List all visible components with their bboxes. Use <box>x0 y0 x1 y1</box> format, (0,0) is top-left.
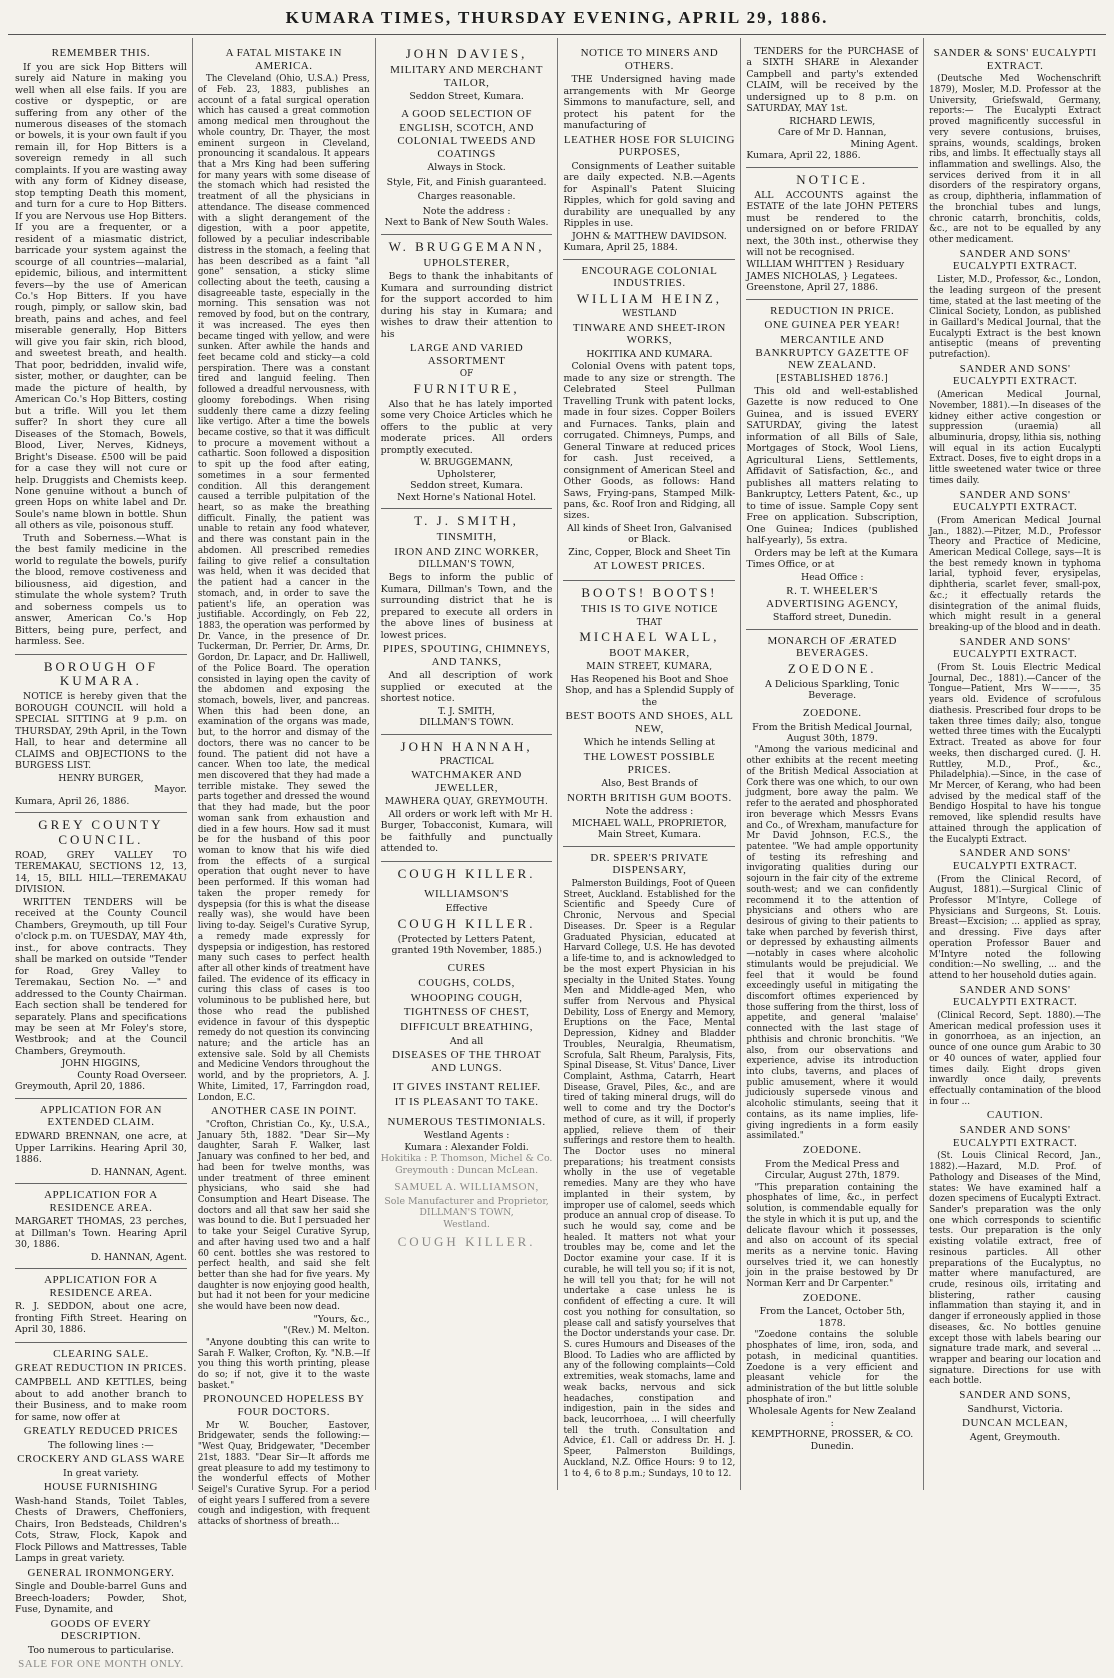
cough-agent-greymouth: Greymouth : Duncan McLean. <box>395 1164 539 1176</box>
davies-next: Next to Bank of New South Wales. <box>384 217 549 229</box>
gazette-ad <box>746 300 918 630</box>
wall-name: MICHAEL WALL, <box>579 629 720 645</box>
eucalypti-text-3: (American Medical Journal, November, 1881).—In diseases of the kidney either active congestion or suppression (uraemia) all albuminuria, dropsy, lithia sis, nothing will equal in its action Eucalypti Extract. Doses, five to eight drops in a little sweetened water twice or three times daily. <box>929 390 1101 486</box>
williamson-place: Westland. <box>443 1218 490 1230</box>
hannah-text: All orders or work left with Mr H. Burger, Tobacconist, Kumara, will be faithfully and punctually attended to. <box>380 808 553 855</box>
application-1-signature: D. HANNAN, Agent. <box>90 1166 187 1178</box>
monarch-title: MONARCH OF ÆRATED BEVERAGES. <box>767 634 897 660</box>
hop-title: REMEMBER THIS. <box>51 47 151 59</box>
hop-text: If you are sick Hop Bitters will surely aid Nature in making you well when all else fails. If you are costive or dyspeptic, or are suffering from any other of the numerous diseases of the stomach or bowels, it is your own fault if you remain ill, for Hop Bitters is a sovereign remedy in all such complaints. If you are wasting away with any form of Kidney disease, stop tempting Death this moment, and turn for a cure to Hop Bitters. If you are Nervous use Hop Bitters. If you are a frequenter, or a resident of a miasmatic district, barricade your system against the scourge of all countries—malarial, epidemic, bilious, and intermittent fevers—by the use of American Co.'s Hop Bitters. If you have rough, pimply, or sallow skin, bad breath, pains and aches, and feel miserable generally, Hop Bitters will give you fair skin, rich blood, and sweetest breath, and health. That poor, bedridden, invalid wife, sister, mother, or daughter, can be made the picture of health, by American Co.'s Hop Bitters, costing but a trifle. Will you let them suffer? In short they cure all Diseases of the Stomach, Bowels, Blood, Liver, Nerves, Kidneys, Bright's Disease. £500 will be paid for a case they will not cure or help. Druggists and Chemists keep. None genuine without a bunch of green Hops on white label and Dr. Soule's name blown in bottle. Shun all others as vile, poisonous stuff. <box>15 61 187 532</box>
heinz-name: WILLIAM HEINZ, <box>576 290 723 306</box>
grey-county-notice <box>15 813 187 1099</box>
zoedone-3-title: ZOEDONE. <box>802 1291 862 1304</box>
eucalypti-heading-5: SANDER AND SONS' EUCALYPTI EXTRACT. <box>952 635 1078 661</box>
boots-title: BOOTS! BOOTS! <box>581 584 718 600</box>
gazette-orders: Orders may be left at the Kumara Times Office, or at <box>746 547 919 571</box>
tenders-role: Mining Agent. <box>850 138 919 150</box>
sale-ironmongery: GENERAL IRONMONGERY. <box>27 1566 175 1579</box>
sale-list: Wash-hand Stands, Toilet Tables, Chests of Drawers, Cheffoniers, Chairs, Iron Bedsteads, Children's Cots, Straw, Flock, Kapok and Flock Pillows and Mattresses, Table Lamps in great variety. <box>15 1495 187 1565</box>
hannah-ad <box>381 735 553 862</box>
williamson-name: SAMUEL A. WILLIAMSON, <box>394 1181 539 1194</box>
cough-item-3: TIGHTNESS OF CHEST, <box>403 1006 530 1019</box>
williamson-role: Sole Manufacturer and Proprietor, <box>384 1195 549 1207</box>
heinz-trade: TINWARE AND SHEET-IRON WORKS, <box>572 321 726 347</box>
notice-title: NOTICE. <box>796 171 869 187</box>
eucalypti-heading-6: SANDER AND SONS' EUCALYPTI EXTRACT. <box>952 847 1078 872</box>
bruggemann-sig: W. BRUGGEMANN, <box>420 457 513 469</box>
application-3 <box>15 1269 187 1343</box>
gazette-established: [ESTABLISHED 1876.] <box>776 374 889 385</box>
smith-sig: T. J. SMITH, <box>438 705 496 717</box>
gazette-text: This old and well-established Gazette is now reduced to One Guinea, and is issued EVERY SATURDAY, giving the latest information of all Bills of Sale, Mortgages of Stock, Wool Liens, Agricultural Liens, Settlements, Affidavit of Satisfaction, &c., and publishes all matters relating to Bankruptcy, Letters Patent, &c., up to time of issue. Sample Copy sent Free on application. Subscription, One Guinea; Indices (published half-yearly), 5s extra. <box>746 386 919 547</box>
heinz-list: Colonial Ovens with patent tops, made to any size or strength. The Celebrated Steel Pullman Travelling Trunk with patent locks, made in four sizes. Copper Boilers and Furnaces. Tanks, plain and corrugated. Chimneys, Pumps, and General Tinware at reduced prices for cash. Just received, a consignment of American Steel and Other Goods, as follows: Hand Saws, Frying-pans, Stamped Milk-pans, &c. Roof Iron and Ridging, all sizes. <box>563 361 736 522</box>
zoedone-2-title: ZOEDONE. <box>802 1144 862 1157</box>
speer-ad <box>563 847 735 1486</box>
davies-selection: A GOOD SELECTION OF <box>401 107 532 120</box>
bruggemann-role: Upholsterer, <box>436 468 497 480</box>
smith-town-2: DILLMAN'S TOWN. <box>419 717 514 729</box>
sale-crockery: CROCKERY AND GLASS WARE <box>17 1453 185 1466</box>
bruggemann-name: W. BRUGGEMANN, <box>388 238 545 254</box>
another-case-sig-1: "Yours, &c., <box>313 1313 370 1325</box>
bruggemann-next: Next Horne's National Hotel. <box>397 491 537 503</box>
notice-signature-1: WILLIAM WHITTEN } Residuary <box>746 259 905 271</box>
eucalypti-text-7: (Clinical Record, Sept. 1880).—The American medical profession uses it in gonorrhoea, as an injection, an ounce of one ounce gum Arabic to 30 or 40 ounces of water, applied four times daily. Eight drops given inwardly once daily, prevents effectually contamination of the blood in four ... <box>929 1011 1101 1107</box>
borough-text: NOTICE is hereby given that the BOROUGH COUNCIL will hold a SPECIAL SITTING at 9 p.m. on THURSDAY, 29th April, in the Town Hall, to hear and determine all CLAIMS and OBJECTIONS to the BURGESS LIST. <box>15 691 187 772</box>
miners-date: Kumara, April 25, 1884. <box>563 242 678 254</box>
application-3-title: APPLICATION FOR A RESIDENCE AREA. <box>44 1274 158 1299</box>
grey-signature: JOHN HIGGINS, <box>61 1058 141 1070</box>
cough-williamson: WILLIAMSON'S <box>424 888 510 901</box>
tenders-signature: RICHARD LEWIS, <box>789 115 876 127</box>
smith-trade: TINSMITH, <box>436 531 497 544</box>
smith-town: DILLMAN'S TOWN, <box>418 560 515 571</box>
cough-title: COUGH KILLER. <box>397 865 536 881</box>
wall-gum: NORTH BRITISH GUM BOOTS. <box>567 791 732 804</box>
sale-goods: GOODS OF EVERY DESCRIPTION. <box>50 1617 152 1643</box>
cough-item-1: COUGHS, COLDS, <box>418 977 515 990</box>
speer-title: DR. SPEER'S PRIVATE DISPENSARY, <box>590 851 709 877</box>
another-case-title: ANOTHER CASE IN POINT. <box>210 1105 357 1118</box>
grey-subtitle: ROAD, GREY VALLEY TO TEREMAKAU, SECTIONS 12, 13, 14, 15, BILL HILL—TEREMAKAU DIVISION. <box>15 849 187 896</box>
hannah-name: JOHN HANNAH, <box>400 738 533 754</box>
application-1-text: EDWARD BRENNAN, one acre, at Upper Larrikins. Hearing April 30, 1886. <box>15 1131 187 1166</box>
cough-item-2: WHOOPING COUGH, <box>410 991 523 1004</box>
another-case-sig-2: "(Rev.) M. Melton. <box>283 1325 370 1337</box>
cough-bottom: COUGH KILLER. <box>397 1234 536 1250</box>
borough-notice <box>15 655 187 814</box>
cough-cures: CURES <box>447 962 486 975</box>
reduction-title: REDUCTION IN PRICE. <box>770 304 895 317</box>
smith-ad <box>381 509 553 735</box>
wall-note: Note the address : <box>605 806 694 818</box>
eucalypti-agent-name: DUNCAN MCLEAN, <box>962 1417 1069 1430</box>
zoedone-sub: A Delicious Sparkling, Tonic Beverage. <box>765 678 900 702</box>
hopeless-text: Mr W. Boucher, Eastover, Bridgewater, sends the following:— "West Quay, Bridgewater, "December 21st, 1883. "Dear Sir—It affords me great pleasure to add my testimony to the wonderful effects of Mother Seigel's Curative Syrup. For a period of eight years I suffered from a severe cough and indigestion, with frequent attacks of shortness of breath... <box>197 1420 370 1528</box>
miners-text: THE Undersigned having made arrangements with Mr George Simmons to manufacture, sell, and protect his patent for the manufacturing of <box>563 74 736 132</box>
sale-big: GREATLY REDUCED PRICES <box>23 1424 179 1437</box>
davies-stock: Always in Stock. <box>427 162 506 174</box>
borough-signature: HENRY BURGER, <box>58 772 144 784</box>
encourage-title: ENCOURAGE COLONIAL INDUSTRIES. <box>581 264 718 290</box>
wall-sell: Which he intends Selling at <box>583 737 715 749</box>
sale-guns: Single and Double-barrel Guns and Breech-loaders; Powder, Shot, Fuse, Dynamite, and <box>15 1581 187 1616</box>
eucalypti-heading-2: SANDER AND SONS' EUCALYPTI EXTRACT. <box>952 247 1078 273</box>
sale-subtitle: GREAT REDUCTION IN PRICES. <box>15 1362 187 1375</box>
hopeless-title: PRONOUNCED HOPELESS BY FOUR DOCTORS. <box>203 1393 365 1419</box>
davies-style: Style, Fit, and Finish guaranteed. <box>386 176 547 188</box>
boots-ad <box>563 581 735 847</box>
application-2-text: MARGARET THOMAS, 23 perches, at Dillman's Town. Hearing April 30, 1886. <box>15 1216 187 1251</box>
zoedone-1-text: "Among the various medicinal and other exhibits at the recent meeting of the British Medical Association at Cork there was one which, to our own judgment, bore away the palm. We refer to the aerated and phosphorated iron beverage which Messrs Evans and Co., of Wrexham, manufacture for Mr David Johnson, F.C.S., the patentee. "We had ample opportunity of testing its refreshing and invigorating qualities during our sojourn in the fair city of the extreme south-west; and we can confidently recommend it to the attention of physicians and others who are desirous of giving to their patients to take when parched by feverish thirst, or depressed by exhausting ailments—notably in cases where alcoholic stimulants would be prejudicial. We feel that it would be found exceedingly useful in mitigating the discomfort oftimes experienced by those suffering from the thirst, loss of appetite, and general 'malaise' connected with the last stage of phthisis and chronic bronchitis. "We also, from our observations and experience, advise its introduction into clubs, taverns, and places of public amusement, where it would judiciously supersede vinous and alcoholic stimulants, seeing that it contains, as its name implies, life-giving ingredients in a form easily assimilated." <box>746 745 919 1142</box>
tenders-care: Care of Mr D. Hannan, <box>777 127 887 139</box>
smith-name: T. J. SMITH, <box>414 513 519 529</box>
eucalypti-text-4: (From American Medical Journal Jan., 1882).—Pitzer, M.D., Professor Theory and Practice of Medicine, American Medical College, says—It is the best remedy known in typhoma larial, typhoid fever, erysipelas, diphtheria, scarlet fever, small-pox, &c.; it effectually retards the disintegration of the animal fluids, which might result in a general breaking-up of the blood and in death. <box>929 515 1101 634</box>
wall-best: BEST BOOTS AND SHOES, ALL NEW, <box>565 710 734 735</box>
application-1 <box>15 1099 187 1184</box>
zoedone-3-text: "Zoedone contains the soluble phosphates of lime, iron, soda, and potash, in medicinal quantities. Zoedone is a very efficient and pleasant vehicle for the administration of the but little soluble phosphate of iron." <box>746 1330 919 1405</box>
application-2-title: APPLICATION FOR A RESIDENCE AREA. <box>44 1188 158 1214</box>
williamson-town: DILLMAN'S TOWN, <box>419 1207 514 1219</box>
davies-note: Note the address : <box>422 205 511 217</box>
miners-notice <box>563 42 735 260</box>
heinz-location: WESTLAND <box>622 308 677 319</box>
another-case-text-2: "Anyone doubting this can write to Sarah F. Walker, Crofton, Ky. "N.B.—If you thing this worth printing, please do so; if not, give it to the waste basket." <box>197 1337 370 1391</box>
cough-item-4: DIFFICULT BREATHING, <box>400 1021 533 1034</box>
eucalypti-text-5: (From St. Louis Electric Medical Journal, Dec., 1881).—Cancer of the Tongue—Patient, Mrs W———, 35 years old. Evidence of scrofulous diathesis. Prescribed four drops to be taken three times daily; also, tongue wetted three times with the Eucalypti Extract. Treated as above for four weeks, then discharged cured. (J. H. Ruttley, M.D., Prof., &c., Philadelphia).—Since, in the case of Mr Mercer, of Kerang, who had been advised by the medical staff of the Bendigo Hospital to have his tongue removed, like splendid results have attained through the application of the Eucalypti Extract. <box>929 663 1101 845</box>
davies-charges: Charges reasonable. <box>417 191 516 203</box>
eucalypti-heading-7: SANDER AND SONS' EUCALYPTI EXTRACT. <box>952 983 1078 1009</box>
application-2-signature: D. HANNAN, Agent. <box>90 1251 187 1263</box>
bruggemann-trade: UPHOLSTERER, <box>423 256 510 269</box>
eucalypti-sig-place: Sandhurst, Victoria. <box>967 1403 1063 1415</box>
bruggemann-ad <box>381 235 553 510</box>
speer-text: Palmerston Buildings, Foot of Queen Street, Auckland. Established for the Scientific and Speedy Cure of Chronic, Nervous and Special Diseases. Dr. Speer is a Regular Graduated Physician, educated at Harvard College, U.S. He has devoted a life-time to, and is acknowledged to be the most expert Physician in his specialty in the United States. Young Men and Middle-aged Men, who suffer from Nervous and Physical Debility, Loss of Energy and Memory, Eruptions on the Face, Mental Depression, Kidney and Bladder Troubles, Neuralgia, Rheumatism, Scrofula, Salt Rheum, Paralysis, Fits, Spinal Disease, St. Vitus' Dance, Liver Complaint, Asthma, Catarrh, Heart Disease, Gravel, Piles, &c., and are tired of taking mineral drugs, will do well to come and try the Doctor's method of cure, as it will, if properly applied, relieve them of their sufferings and restore them to health. The Doctor uses no mineral preparations; his treatment consists wholly in the use of vegetable remedies. Many are they who have implanted in their system, by improper use of calomel, seeds which produce an annual crop of disease. To such he would say, come and be healed. It matters not what your troubles may be, come and let the Doctor examine your case. If it is curable, he will tell you so; if it is not, he will tell you that; for he will not undertake a case unless he is confident of effecting a cure. It will cost you nothing for consultation, so please call and satisfy yourselves that the Doctor understands your case. Dr. S. cures Humours and Diseases of the Blood. To Ladies who are afflicted by any of the following complaints—Cold extremities, weak stomachs, lame and weak backs, nervous and sick headaches, constipation and indigestion, pain in the sides and back, leucorrhoea, ... I will cheerfully tell the truth. Consultation and Advice, £1. Call or address Dr. H. J. Speer, Palmerston Buildings, Auckland, N.Z. Office Hours: 9 to 12, 1 to 4, 6 to 8 p.m.; Sundays, 10 to 12. <box>563 879 736 1479</box>
borough-title: BOROUGH OF KUMARA. <box>43 658 158 689</box>
wall-address: MAIN STREET, KUMARA, <box>586 661 713 672</box>
eucalypti-agent-place: Agent, Greymouth. <box>969 1431 1061 1443</box>
eucalypti-caution: CAUTION. <box>986 1109 1044 1122</box>
grey-date: Greymouth, April 20, 1886. <box>15 1081 146 1093</box>
davies-address: Seddon Street, Kumara. <box>409 91 524 103</box>
hop-text-2: Truth and Soberness.—What is the best family medicine in the world to regulate the bowels, purify the blood, remove costiveness and biliousness, aid digestion, and stimulate the whole system? Truth and soberness compels us to answer, American Co.'s Hop Bitters, being pure, perfect, and harmless. See. <box>15 532 187 648</box>
column-6 <box>924 38 1106 1490</box>
zoedone-agents: Wholesale Agents for New Zealand : <box>748 1406 916 1429</box>
fatal-title: A FATAL MISTAKE IN AMERICA. <box>225 47 342 72</box>
eucalypti-heading-8: SANDER AND SONS' EUCALYPTI EXTRACT. <box>952 1124 1078 1149</box>
grey-title: GREY COUNTY COUNCIL. <box>38 817 164 848</box>
eucalypti-text-8: (St. Louis Clinical Record, Jan., 1882).—Hazard, M.D. Prof. of Pathology and Diseases of the Mind, states: We have examined half a dozen specimens of Eucalypti Extract. Sander's preparation was the only one which corresponds to scientific tests. Our preparation is the only existing volatile extract, free of resinous particles. All other preparations of the Eucalyptus, no matter where manufactured, are crude, resinous oils, irritating and blistering, rather causing inflammation than staying it, and in danger if erroneously applied in those diseases, &c. No bottles genuine except those with labels bearing our signature trade mark, and several ... wrapper and bearing our location and signature. Directions for use with each bottle. <box>929 1151 1101 1387</box>
cough-effective: Effective <box>445 903 488 915</box>
bruggemann-furniture: FURNITURE, <box>413 380 520 396</box>
eucalypti-heading-4: SANDER AND SONS' EUCALYPTI EXTRACT. <box>952 488 1078 514</box>
bruggemann-text: Begs to thank the inhabitants of Kumara and surrounding district for the support accorded to him during his stay in Kumara; and wishes to draw their attention to his <box>380 271 553 340</box>
cough-killer-ad <box>381 862 553 1258</box>
column-4 <box>558 38 741 1490</box>
cough-pleasant: IT IS PLEASANT TO TAKE. <box>394 1096 539 1109</box>
eucalypti-text-1: (Deutsche Med Wochenschrift 1879), Mosler, M.D. Professor at the University, Griefswald, Germany, reports:— The Eucalypti Extract proved magnificently successful in very severe contusions, bruises, sprains, wounds, scaldings, broken ribs, and limbs. It effectually stays all inflammation and swellings. Also, the services derived from it in all disorders of the respiratory organs, as croup, diphtheria, inflammation of the bronchial tubes and lungs, chronic catarrh, bronchitis, colds, &c., are not to be equalled by any other medicament. <box>929 74 1101 246</box>
zoedone-agent-city: Dunedin. <box>810 1440 854 1452</box>
miners-title: NOTICE TO MINERS AND OTHERS. <box>580 47 719 72</box>
smith-trade-2: IRON AND ZINC WORKER, <box>394 545 539 558</box>
column-2 <box>193 38 376 1528</box>
grey-text: WRITTEN TENDERS will be received at the County Council Chambers, Greymouth, up till Four o'clock p.m. on TUESDAY, MAY 4th, inst., for above contracts. They shall be marked on outside "Tender for Road, Grey Valley to Teremakau, Section No. —" and addressed to the County Chairman. Each section shall be tendered for separately. Plans and specifications may be seen at Mr Foley's store, Westbrook; and at the Council Chambers, Greymouth. <box>15 896 187 1057</box>
guinea: ONE GUINEA PER YEAR! <box>764 319 901 332</box>
sale-following: The following lines :— <box>48 1439 154 1451</box>
bruggemann-of: OF <box>459 369 474 380</box>
wall-brands: Also, Best Brands of <box>601 778 698 790</box>
zoedone-agent-name: KEMPTHORNE, PROSSER, & CO. <box>751 1429 914 1441</box>
eucalypti-text-2: Lister, M.D., Professor, &c., London, the leading surgeon of the present time, stated at the last meeting of the Clinical Society, London, as published in Gaillard's Medical Journal, that the Eucalypti Extract is the best known antiseptic (means of preventing putrefaction). <box>929 275 1101 361</box>
eucalypti-title: SANDER & SONS' EUCALYPTI EXTRACT. <box>933 47 1097 72</box>
zoedone-1-source: From the British Medical Journal, August 30th, 1879. <box>752 721 913 744</box>
heinz-zinc: Zinc, Copper, Block and Sheet Tin <box>568 546 731 558</box>
heinz-low: AT LOWEST PRICES. <box>593 560 706 573</box>
davies-trade: MILITARY AND MERCHANT TAILOR, <box>390 63 543 89</box>
zoedone-3-source: From the Lancet, October 5th, 1878. <box>759 1306 905 1329</box>
borough-date: Kumara, April 26, 1886. <box>15 795 130 807</box>
sale-house: HOUSE FURNISHING <box>43 1481 158 1494</box>
bruggemann-address: Seddon street, Kumara. <box>410 480 524 492</box>
heinz-ad <box>563 260 735 581</box>
hop-bitters-ad <box>15 42 187 655</box>
zoedone-ad <box>746 630 918 1458</box>
wall-text: Has Reopened his Boot and Shoe Shop, and has a Splendid Supply of the <box>565 673 734 708</box>
wall-that: THAT <box>636 617 663 628</box>
eucalypti-sig-name: SANDER AND SONS, <box>959 1389 1071 1402</box>
wall-street: Main Street, Kumara. <box>597 829 701 841</box>
cough-big: COUGH KILLER. <box>397 915 536 931</box>
grey-role: County Road Overseer. <box>77 1069 187 1081</box>
notice-signature-2: JAMES NICHOLAS, } Legatees. <box>746 270 898 282</box>
tenders-ad <box>746 42 918 168</box>
wall-low: THE LOWEST POSSIBLE PRICES. <box>583 750 716 776</box>
tenders-text: TENDERS for the PURCHASE of a SIXTH SHARE in Alexander Campbell and party's extended CLAIM, will be received by the undersigned up to 8 p.m. on SATURDAY, MAY 1st. <box>746 46 919 115</box>
tenders-date: Kumara, April 22, 1886. <box>746 150 861 162</box>
masthead-rule <box>8 34 1106 35</box>
cough-testimonials: NUMEROUS TESTIMONIALS. <box>387 1115 546 1128</box>
zoedone-1-title: ZOEDONE. <box>802 706 862 719</box>
smith-desc: And all description of work supplied or executed at the shortest notice. <box>380 670 553 705</box>
clearing-sale-ad <box>15 1343 187 1678</box>
bruggemann-big: LARGE AND VARIED ASSORTMENT <box>409 341 524 367</box>
wall-trade: BOOT MAKER, <box>609 647 690 660</box>
gazette-agency: R. T. WHEELER'S ADVERTISING AGENCY, <box>766 584 899 610</box>
application-1-title: APPLICATION FOR AN EXTENDED CLAIM. <box>39 1103 162 1129</box>
fatal-text: The Cleveland (Ohio, U.S.A.) Press, of Feb. 23, 1883, publishes an account of a fatal surgical operation which has caused a great commotion among medical men throughout the whole country, Dr. Thayer, the most eminent surgeon in Cleveland, pronouncing it scandalous. It appears that a Mrs King had been suffering for many years with some disease of the stomach which had resisted the treatment of all the physicians in attendance. The disease commenced with a slight derangement of the digestion, with a poor appetite, followed by a peculiar indescribable distress in the stomach, a feeling that has been described as a faint "all gone" sensation, a sticky slime collecting about the teeth, causing a disagreeable taste, especially in the morning. This sensation was not removed by food, but on the contrary, it was increased. The eyes then became tinged with yellow, and were sunken. After awhile the hands and feet became cold and sticky—a cold perspiration. There was a constant tired and languid feeling. Then followed a dreadful nervousness, with gloomy forebodings. When rising suddenly there came a dizzy feeling like vertigo. After a time the bowels became costive, so that it was difficult to procure a movement without a cathartic. Soon followed a disposition to spit up the food after eating, sometimes in a sour fermented condition. All this derangement caused a terrible pulpitation of the heart, so as make the breathing difficult. Finally, the patient was unable to retain any food whatever, and there was constant pain in the abdomen. All prescribed remedies failing to give relief a consultation was held, when it was decided that the patient had a cancer in the stomach, and, in order to save the patient's life, an operation was justifiable. Accordingly, on Feb 22, 1883, the operation was performed by Dr. Vance, in the presence of Dr. Tuckerman, Dr. Perrier, Dr. Arms, Dr. Gordon, Dr. Lapacr, and Dr. Halliwell, of the Police Board. The operation consisted in laying open the cavity of the abdomen and exposing the stomach, bowels, liver, and pancreas. When this had been done, an examination of the organs was made, but, to the horror and dismay of the doctors, there was no cancer to be found. The patient did not have a cancer. When too late, the medical men discovered that they had made a terrible mistake. They sewed the parts together and dressed the wound that they had made, but the poor woman sank from exhaustion and died in a few hours. How sad it must be for the husband of this poor woman to know that his wife died from the effects of a surgical operation that ought never to have been performed. If this woman had taken the proper remedy for dyspepsia (for this is what the disease really was), she would have been living to-day. Seigel's Curative Syrup, a remedy made expressly for dyspepsia or indigestion, has restored many such cases to perfect health after all other kinds of treatment have failed. The evidence of its efficacy in curing this class of cases is too voluminous to be published here, but those who read the published evidence in favour of this dyspeptic remedy do not question its convincing nature; and the article has an extensive sale. Sold by all Chemists and Medicine Vendors throughout the world, and by the proprietors, A. J. White, Limited, 17, Farringdon road, London, E.C. <box>197 74 370 1103</box>
application-3-text: R. J. SEDDON, about one acre, fronting Fifth Street. Hearing on April 30, 1886. <box>15 1301 187 1336</box>
application-2 <box>15 1184 187 1269</box>
zoedone-big: ZOEDONE. <box>787 661 877 677</box>
sale-month: SALE FOR ONE MONTH ONLY. <box>18 1658 184 1671</box>
fatal-mistake-article <box>198 42 370 1534</box>
smith-text: Begs to inform the public of Kumara, Dillman's Town, and the surrounding district that he is prepared to execute all orders in the above lines of business at lowest prices. <box>380 572 553 641</box>
bruggemann-text-2: Also that he has lately imported some very Choice Articles which he offers to the public at very moderate prices. All orders promptly executed. <box>380 398 553 456</box>
column-3 <box>376 38 559 1490</box>
cough-patent: (Protected by Letters Patent, granted 19th November, 1885.) <box>391 933 542 956</box>
cough-agent-hokitika: Hokitika : P. Thomson, Michel & Co. <box>380 1153 553 1165</box>
wall-notice: THIS IS TO GIVE NOTICE <box>580 602 718 615</box>
another-case-text: "Crofton, Christian Co., Ky., U.S.A., January 5th, 1882. "Dear Sir—My daughter, Sarah F. Walker, last January was confined to her bed, and had been for twelve months, was under treatment of three eminent physicians, who said she had Consumption and Heart Disease. The doctors and all that saw her said she was bound to die. But I persuaded her to take your Seigel Curative Syrup, and after having used two and a half 60 cent. bottles she was restored to perfect health, and said she felt better than she had for five years. My daughter is now enjoying good health, but had it not been for your medicine she would have been now dead. <box>197 1119 370 1313</box>
cough-agent-kumara: Kumara : Alexander Foldi. <box>404 1141 529 1153</box>
zoedone-2-source: From the Medical Press and Circular, August 27th, 1879. <box>764 1158 900 1182</box>
miners-hose: LEATHER HOSE FOR SLUICING PURPOSES, <box>563 133 735 159</box>
borough-role: Mayor. <box>154 784 187 796</box>
gazette-title: MERCANTILE AND BANKRUPTCY GAZETTE OF NEW ZEALAND. <box>755 334 910 372</box>
hannah-trade: WATCHMAKER AND JEWELLER, <box>411 769 522 795</box>
hannah-address: MAWHERA QUAY, GREYMOUTH. <box>384 796 549 807</box>
column-1 <box>10 38 193 1671</box>
heinz-address: HOKITIKA AND KUMARA. <box>586 348 713 360</box>
zoedone-2-text: "This preparation containing the phosphates of lime, &c., in perfect solution, is commendable equally for the style in which it is put up, and the delicate flavour which it possesses, and also on account of its special merits as a nervine tonic. Having ourselves tried it, we can honestly join in the praise bestowed by Dr Norman Kerr and Dr Carpenter." <box>746 1182 919 1290</box>
estate-notice <box>746 168 918 300</box>
masthead: KUMARA TIMES, THURSDAY EVENING, APRIL 29, 1886. <box>285 8 829 27</box>
wall-sig: MICHAEL WALL, PROPRIETOR, <box>572 817 727 829</box>
gazette-address: Stafford street, Dunedin. <box>772 612 892 624</box>
sale-text: CAMPBELL AND KETTLES, being about to add another branch to their Business, and to make room for same, now offer at <box>15 1377 187 1423</box>
miners-text-2: Consignments of Leather suitable are daily expected. N.B.—Agents for Aspinall's Patent Sluicing Ripples, which for gold saving and durability are unequalled by any Ripples in use. <box>563 160 736 230</box>
hannah-practical: PRACTICAL <box>439 756 494 767</box>
cough-item-5: And all <box>449 1035 484 1047</box>
eucalypti-heading-3: SANDER AND SONS' EUCALYPTI EXTRACT. <box>952 362 1078 388</box>
sale-numerous: Too numerous to particularise. <box>27 1644 174 1656</box>
cough-agents: Westland Agents : <box>423 1130 510 1142</box>
eucalypti-text-6: (From the Clinical Record, of August, 1881).—Surgical Clinic of Professor M'Intyre, College of Physicians and Surgeons, St. Louis. Breast—Excision; ... applied as spray, and dressing. Five days after operation Professor Bauer and M'Intyre noted the following condition:—No swelling, ... and the attend to her household duties again. <box>929 874 1101 981</box>
davies-name: JOHN DAVIES, <box>405 46 528 61</box>
miners-signature: JOHN & MATTHEW DAVIDSON. <box>571 230 727 242</box>
gazette-head: Head Office : <box>800 571 864 583</box>
notice-date: Greenstone, April 27, 1886. <box>746 282 879 294</box>
davies-goods: ENGLISH, SCOTCH, AND COLONIAL TWEEDS AND COATINGS <box>397 122 536 160</box>
eucalypti-ad <box>929 42 1101 1448</box>
notice-text: ALL ACCOUNTS against the ESTATE of the late JOHN PETERS must be rendered to the undersigned on or before FRIDAY next, the 30th inst., otherwise they will not be recognised. <box>746 189 919 258</box>
smith-pipes: PIPES, SPOUTING, CHIMNEYS, AND TANKS, <box>382 643 551 668</box>
sale-variety: In great variety. <box>63 1467 139 1479</box>
cough-relief: IT GIVES INSTANT RELIEF. <box>392 1081 541 1094</box>
heinz-sheet: All kinds of Sheet Iron, Galvanised or Black. <box>566 522 732 546</box>
cough-item-6: DISEASES OF THE THROAT AND LUNGS. <box>392 1049 542 1074</box>
page-columns <box>10 38 1106 1671</box>
column-5 <box>741 38 924 1490</box>
davies-ad <box>381 42 553 235</box>
sale-title: CLEARING SALE. <box>53 1347 149 1360</box>
